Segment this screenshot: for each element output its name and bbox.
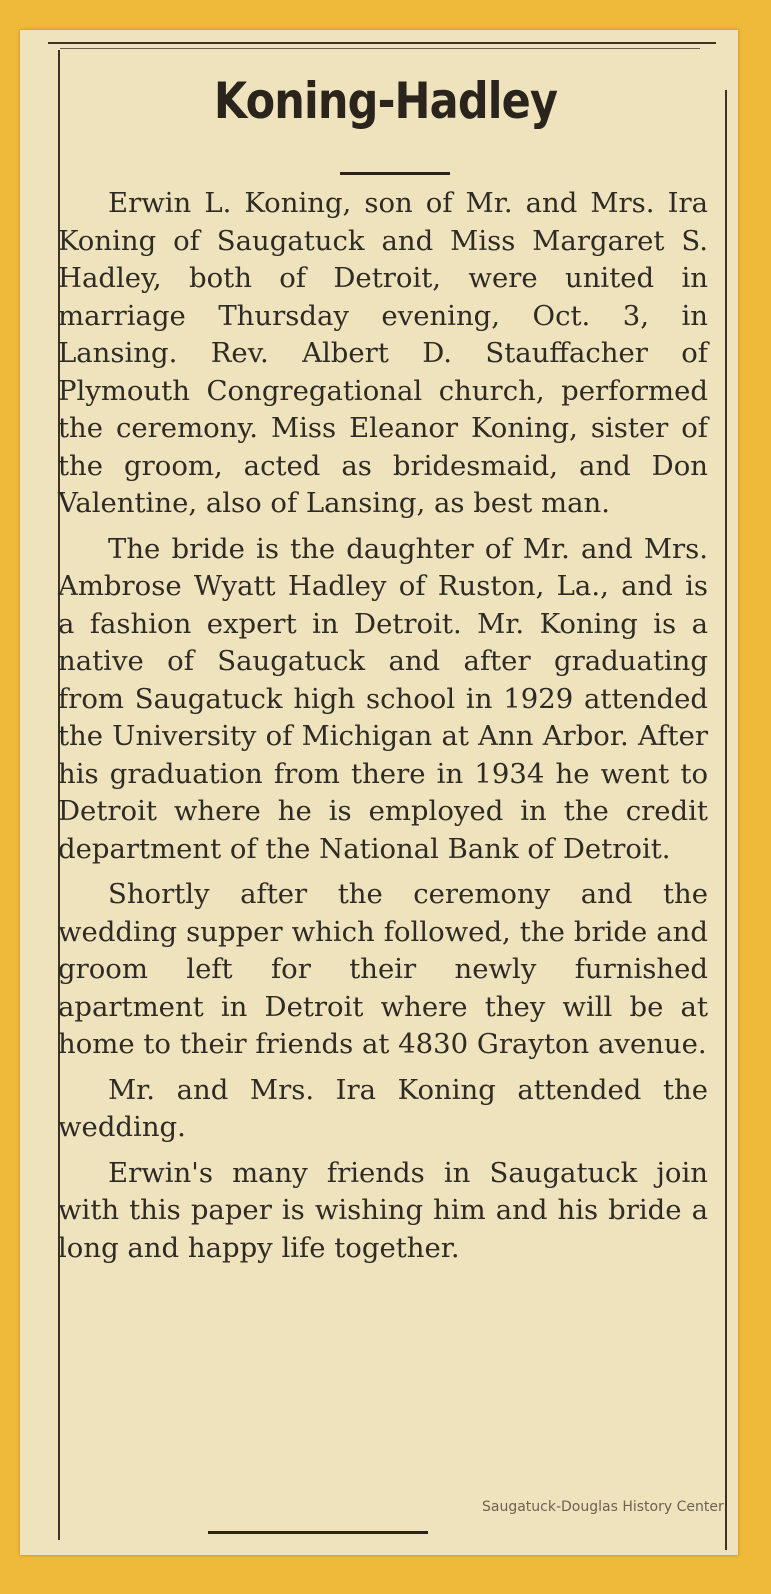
article-paragraph: Erwin's many friends in Saugatuck join with this paper is wishing him and his bride a long and happy life together.	[58, 1156, 708, 1264]
article-paragraph: Erwin L. Koning, son of Mr. and Mrs. Ira Koning of Saugatuck and Miss Margaret S. Hadley, both of Detroit, were united in marriage Thursday evening, Oct. 3, in Lansing. Rev. Albert D. Stauffacher of Plymouth Congregational church, performed the ceremony. Miss Eleanor Koning, sister of the groom, acted as bridesmaid, and Don Valentine, also of Lansing, as best man.	[58, 187, 708, 519]
archive-watermark: Saugatuck-Douglas History Center	[482, 1499, 724, 1515]
article-paragraph: The bride is the daughter of Mr. and Mrs. Ambrose Wyatt Hadley of Ruston, La., and is a fashion expert in Detroit. Mr. Koning is a native of Saugatuck and after graduating from Saugatuck high school in 1929 attended the University of Michigan at Ann Arbor. After his graduation from there in 1934 he went to Detroit where he is employed in the credit department of the National Bank of Detroit.	[58, 532, 708, 865]
top-border-rule	[48, 42, 716, 44]
headline: Koning-Hadley	[213, 72, 558, 130]
top-border-rule-thin	[60, 48, 700, 49]
end-rule	[208, 1531, 428, 1534]
article-paragraph: Shortly after the ceremony and the wedding supper which followed, the bride and groom left for their newly furnished apartment in Detroit where they will be at home to their friends at 4830 Grayton avenue.	[58, 878, 708, 1060]
headline-divider	[340, 172, 450, 175]
right-column-rule	[725, 90, 727, 1550]
article-body	[58, 185, 708, 1267]
article-paragraph: Mr. and Mrs. Ira Koning attended the wedding.	[58, 1073, 708, 1143]
